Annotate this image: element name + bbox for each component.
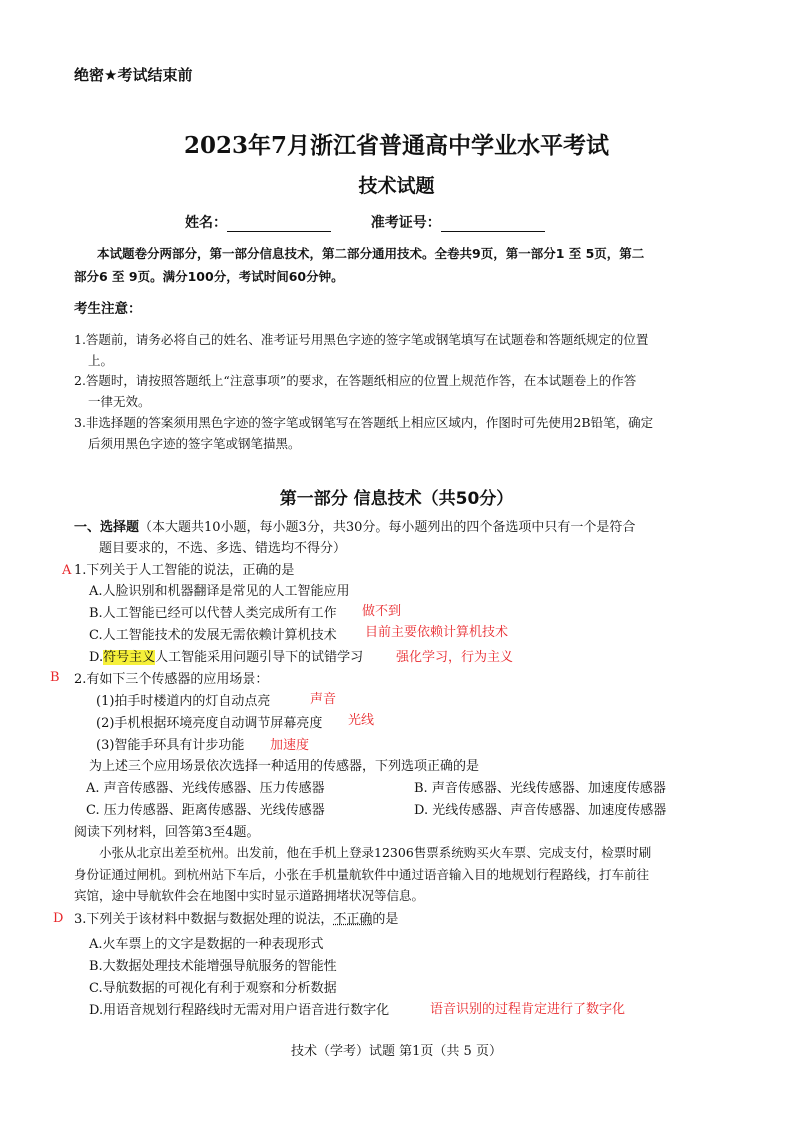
section-title: 第一部分 信息技术（共50分） — [279, 489, 514, 509]
q2-s3-annotation: 加速度 — [270, 738, 310, 753]
name-blank — [227, 217, 331, 232]
part1-desc: （本大题共10小题，每小题3分，共30分。每小题列出的四个备选项中只有一个是符合 — [139, 520, 636, 535]
candidate-info — [185, 212, 545, 232]
q3-option-d: D.用语音规划行程路线时无需对用户语音进行数字化 — [89, 1003, 390, 1018]
q3-answer-mark: D — [53, 911, 64, 926]
part1-desc-cont: 题目要求的，不选、多选、错选均不得分） — [99, 541, 347, 556]
id-label: 准考证号： — [370, 215, 441, 231]
notice-title: 考生注意： — [74, 301, 142, 317]
page-title: 2023年7月浙江省普通高中学业水平考试 — [183, 132, 610, 159]
q1-d-rest: 人工智能采用问题引导下的试错学习 — [155, 650, 364, 665]
q2-scenario-1: (1)拍手时楼道内的灯自动点亮 — [96, 694, 271, 709]
confidential-label: 绝密★考试结束前 — [74, 66, 193, 84]
q3-option-a: A.火车票上的文字是数据的一种表现形式 — [89, 937, 324, 952]
part1-heading — [74, 516, 635, 535]
q1-b-annotation: 做不到 — [362, 604, 402, 619]
q2-scenario-3: (3)智能手环具有计步功能 — [96, 738, 245, 753]
intro-line-1: 本试题卷分两部分，第一部分信息技术，第二部分通用技术。全卷共9页，第一部分1 至 5页，第二 — [97, 246, 645, 261]
intro-line-2: 部分6 至 9页。满分100分，考试时间60分钟。 — [74, 269, 344, 284]
q1-option-c: C.人工智能技术的发展无需依赖计算机技术 — [89, 628, 337, 643]
q2-scenario-2: (2)手机根据环境亮度自动调节屏幕亮度 — [96, 716, 323, 731]
part1-label: 一、选择题 — [74, 520, 140, 535]
material-intro: 阅读下列材料，回答第3至4题。 — [74, 825, 260, 840]
id-blank — [441, 217, 545, 232]
material-line-3: 宾馆，途中导航软件会在地图中实时显示道路拥堵状况等信息。 — [74, 888, 425, 903]
q3-d-annotation: 语音识别的过程肯定进行了数字化 — [430, 1002, 626, 1017]
notice-item-2-cont: 一律无效。 — [88, 394, 151, 409]
q1-option-b: B.人工智能已经可以代替人类完成所有工作 — [89, 606, 337, 621]
q1-option-a: A.人脸识别和机器翻译是常见的人工智能应用 — [89, 584, 350, 599]
q3-stem — [74, 908, 398, 927]
q2-question: 为上述三个应用场景依次选择一种适用的传感器，下列选项正确的是 — [89, 759, 480, 774]
q2-answer-mark: B — [50, 670, 60, 685]
material-line-2: 身份证通过闸机。到杭州站下车后，小张在手机量航软件中通过语音输入目的地规划行程路线，打车前往 — [74, 867, 650, 882]
notice-item-2: 2.答题时，请按照答题纸上“注意事项”的要求，在答题纸相应的位置上规范作答，在本试题卷上的作答 — [74, 373, 637, 388]
name-label: 姓名： — [185, 215, 227, 231]
q2-option-b: B. 声音传感器、光线传感器、加速度传感器 — [414, 781, 666, 796]
notice-item-1: 1.答题前，请务必将自己的姓名、准考证号用黑色字迹的签字笔或钢笔填写在试题卷和答题纸规定的位置 — [74, 332, 649, 347]
q1-d-prefix: D. — [89, 650, 104, 665]
notice-item-3-cont: 后须用黑色字迹的签字笔或钢笔描黑。 — [88, 436, 301, 451]
q3-stem-pre: 3.下列关于该材料中数据与数据处理的说法， — [74, 912, 334, 927]
q2-option-a: A. 声音传感器、光线传感器、压力传感器 — [86, 781, 325, 796]
page-footer: 技术（学考）试题 第1页（共 5 页） — [291, 1044, 502, 1059]
q3-stem-post: 的是 — [372, 912, 399, 927]
q1-d-annotation: 强化学习，行为主义 — [396, 650, 514, 665]
q2-s1-annotation: 声音 — [310, 692, 337, 707]
material-line-1: 小张从北京出差至杭州。出发前，他在手机上登录12306售票系统购买火车票、完成支付，检票时刷 — [99, 845, 652, 860]
q3-stem-emphasis: 不正确 — [333, 912, 373, 927]
q3-option-c: C.导航数据的可视化有利于观察和分析数据 — [89, 981, 337, 996]
q1-c-annotation: 目前主要依赖计算机技术 — [365, 625, 509, 640]
notice-item-1-cont: 上。 — [88, 353, 114, 368]
q2-option-d: D. 光线传感器、声音传感器、加速度传感器 — [414, 803, 667, 818]
q2-stem: 2.有如下三个传感器的应用场景： — [74, 672, 269, 687]
q2-s2-annotation: 光线 — [348, 713, 375, 728]
page-subtitle: 技术试题 — [358, 175, 435, 197]
q3-option-b: B.大数据处理技术能增强导航服务的智能性 — [89, 959, 337, 974]
q1-d-highlight: 符号主义 — [103, 650, 156, 665]
q1-option-d — [89, 646, 363, 665]
q1-stem: 1.下列关于人工智能的说法，正确的是 — [74, 563, 295, 578]
q2-option-c: C. 压力传感器、距离传感器、光线传感器 — [86, 803, 325, 818]
q1-answer-mark: A — [62, 563, 72, 578]
notice-item-3: 3.非选择题的答案须用黑色字迹的签字笔或钢笔写在答题纸上相应区域内，作图时可先使用2B铅笔，确定 — [74, 415, 654, 430]
